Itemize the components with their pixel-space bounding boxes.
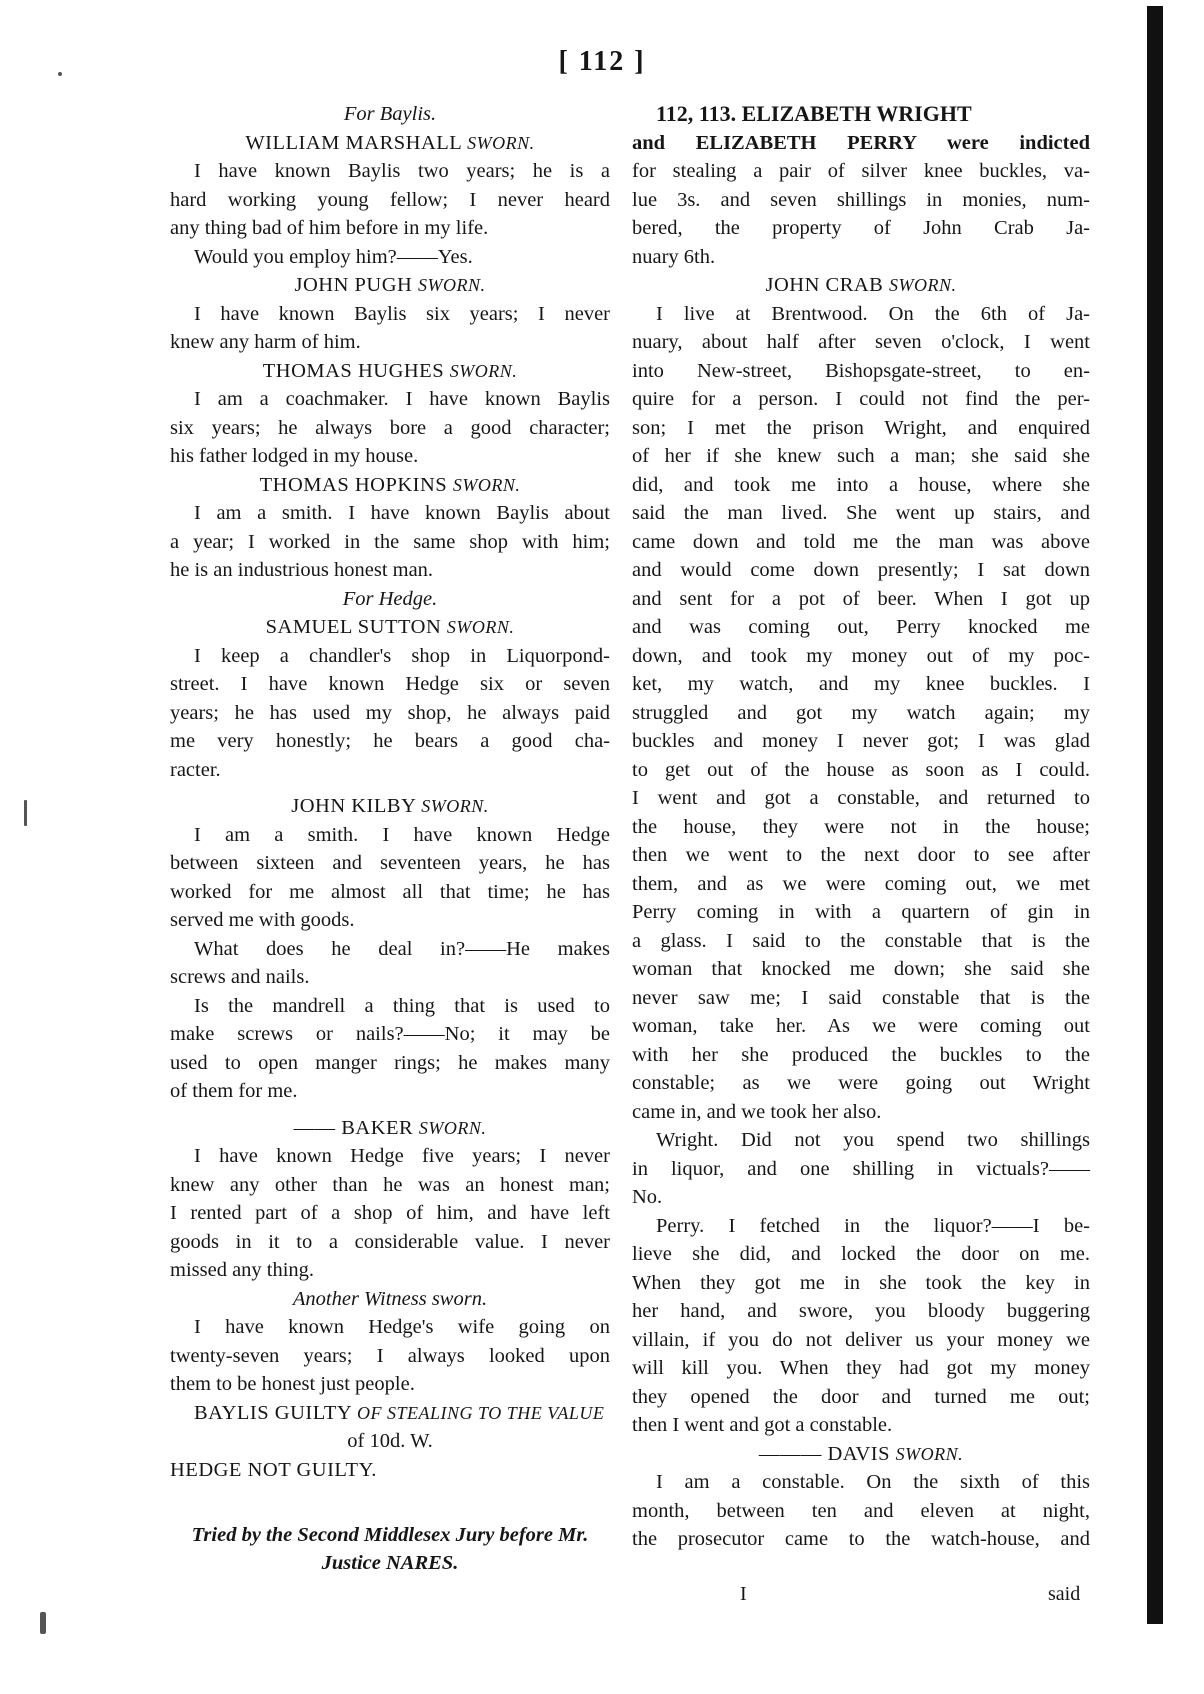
- line-text: used to open manger rings; he makes many: [170, 1051, 610, 1074]
- text-line: [632, 870, 1090, 899]
- text-line: [632, 214, 1090, 243]
- line-text: 112, 113. ELIZABETH WRIGHT: [656, 101, 972, 126]
- line-text: ——— DAVIS: [758, 1442, 890, 1465]
- text-line: [632, 670, 1090, 699]
- text-line: [632, 642, 1090, 671]
- text-line: [170, 1142, 610, 1171]
- text-line: [170, 129, 610, 158]
- line-text: never saw me; I said constable that is the: [632, 986, 1090, 1009]
- text-line: [632, 955, 1090, 984]
- line-text: his father lodged in my house.: [170, 445, 419, 467]
- text-line: [170, 214, 610, 243]
- line-text: For Hedge.: [342, 587, 438, 610]
- text-line: [632, 1326, 1090, 1355]
- text-line: [170, 1199, 610, 1228]
- line-text: came in, and we took her also.: [632, 1100, 882, 1123]
- line-text: JOHN PUGH: [294, 274, 413, 296]
- line-text: of them for me.: [170, 1080, 298, 1102]
- line-text: BAYLIS GUILTY: [194, 1401, 352, 1424]
- text-line: [632, 186, 1090, 215]
- text-line: [632, 699, 1090, 728]
- text-line: [170, 414, 610, 443]
- line-text: them, and as we were coming out, we met: [632, 872, 1090, 895]
- line-text: goods in it to a considerable value. I never: [170, 1230, 610, 1253]
- text-line: [632, 1212, 1090, 1241]
- line-text: a year; I worked in the same shop with him;: [170, 530, 610, 553]
- text-line: [632, 499, 1090, 528]
- text-line: [170, 1521, 610, 1550]
- text-line: [170, 1342, 610, 1371]
- line-text: I am a smith. I have known Hedge: [194, 823, 610, 846]
- text-line: [170, 1228, 610, 1257]
- text-line: [632, 1525, 1090, 1554]
- text-line: [632, 1354, 1090, 1383]
- text-line: [170, 727, 610, 756]
- line-text: When they got me in she took the key in: [632, 1271, 1090, 1294]
- page-edge-shadow: [1147, 6, 1163, 1624]
- scan-speck: [24, 800, 27, 826]
- text-line: [632, 328, 1090, 357]
- text-line: [170, 556, 610, 585]
- line-text: Would you employ him?——Yes.: [194, 245, 473, 268]
- text-line: [170, 906, 610, 935]
- line-text: Another Witness sworn.: [292, 1287, 488, 1310]
- line-text: did, and took me into a house, where she: [632, 473, 1090, 496]
- text-line: [632, 100, 1090, 129]
- text-line: [632, 129, 1090, 158]
- text-line: [170, 1020, 610, 1049]
- line-text: constable; as we were going out Wright: [632, 1072, 1090, 1094]
- text-line: [632, 442, 1090, 471]
- text-line: [632, 1383, 1090, 1412]
- line-text: then I went and got a constable.: [632, 1414, 893, 1436]
- line-suffix: OF STEALING TO THE VALUE: [357, 1402, 605, 1423]
- line-text: ket, my watch, and my knee buckles. I: [632, 673, 1090, 695]
- text-line: [632, 1468, 1090, 1497]
- line-text: I keep a chandler's shop in Liquorpond-: [194, 644, 610, 667]
- line-text: Wright. Did not you spend two shillings: [656, 1129, 1090, 1151]
- text-line: [170, 271, 610, 300]
- text-line: [632, 1269, 1090, 1298]
- text-line: [170, 1256, 610, 1285]
- signature-mark: I: [740, 1583, 747, 1605]
- line-text: he is an industrious honest man.: [170, 559, 434, 581]
- text-line: [632, 984, 1090, 1013]
- line-suffix: SWORN.: [895, 1443, 964, 1464]
- line-text: in liquor, and one shilling in victuals?——: [632, 1157, 1090, 1180]
- text-line: [632, 813, 1090, 842]
- line-text: knew any harm of him.: [170, 331, 361, 353]
- text-line: [632, 414, 1090, 443]
- line-text: I am a smith. I have known Baylis about: [194, 502, 610, 524]
- text-line: [170, 300, 610, 329]
- line-text: What does he deal in?——He makes: [194, 937, 610, 960]
- text-line: [170, 992, 610, 1021]
- text-line: [170, 821, 610, 850]
- line-text: screws and nails.: [170, 966, 310, 988]
- text-line: [170, 499, 610, 528]
- text-line: [632, 1012, 1090, 1041]
- line-text: the prosecutor came to the watch-house, and: [632, 1528, 1090, 1550]
- text-line: [170, 699, 610, 728]
- line-text: lue 3s. and seven shillings in monies, num-: [632, 188, 1090, 211]
- line-text: THOMAS HUGHES: [262, 359, 445, 382]
- text-line: [632, 1240, 1090, 1269]
- text-line: [170, 157, 610, 186]
- line-text: worked for me almost all that time; he has: [170, 880, 610, 903]
- line-text: I live at Brentwood. On the 6th of Ja-: [656, 302, 1090, 325]
- line-text: knew any other than he was an honest man;: [170, 1173, 610, 1196]
- line-text: missed any thing.: [170, 1259, 315, 1281]
- line-text: racter.: [170, 758, 221, 781]
- line-text: son; I met the prison Wright, and enquired: [632, 416, 1090, 439]
- line-text: JOHN KILBY: [291, 795, 416, 817]
- line-text: with her she produced the buckles to the: [632, 1043, 1090, 1066]
- line-text: any thing bad of him before in my life.: [170, 217, 489, 239]
- line-text: into New-street, Bishopsgate-street, to en-: [632, 359, 1090, 382]
- line-text: I have known Hedge five years; I never: [194, 1145, 610, 1167]
- text-line: [170, 963, 610, 992]
- line-text: nuary, about half after seven o'clock, I went: [632, 331, 1090, 353]
- line-text: woman that knocked me down; she said she: [632, 958, 1090, 980]
- line-text: six years; he always bore a good character;: [170, 416, 610, 439]
- text-line: [632, 727, 1090, 756]
- text-line: [170, 585, 610, 614]
- line-text: between sixteen and seventeen years, he has: [170, 852, 610, 874]
- text-line: [632, 157, 1090, 186]
- line-text: buckles and money I never got; I was glad: [632, 730, 1090, 752]
- text-line: [632, 385, 1090, 414]
- text-line: [170, 1114, 610, 1143]
- text-line: [170, 849, 610, 878]
- catchword: said: [1048, 1583, 1081, 1605]
- text-line: [170, 328, 610, 357]
- text-line: [170, 186, 610, 215]
- line-text: Justice NARES.: [321, 1552, 459, 1574]
- text-line: [170, 1549, 610, 1578]
- line-suffix: SWORN.: [421, 796, 489, 816]
- text-line: [632, 1098, 1090, 1127]
- text-line: [170, 528, 610, 557]
- left-column: [170, 100, 610, 1578]
- text-line: [170, 756, 610, 785]
- page-number: [ 112 ]: [558, 46, 646, 77]
- line-text: THOMAS HOPKINS: [259, 473, 448, 496]
- line-text: nuary 6th.: [632, 245, 716, 268]
- line-text: a glass. I said to the constable that is the: [632, 929, 1090, 952]
- scan-speck: [40, 1612, 46, 1634]
- line-text: Perry. I fetched in the liquor?——I be-: [656, 1214, 1090, 1237]
- text-line: [170, 243, 610, 272]
- line-text: Is the mandrell a thing that is used to: [194, 994, 610, 1017]
- line-suffix: SWORN.: [452, 474, 521, 495]
- line-text: Perry coming in with a quartern of gin in: [632, 901, 1090, 923]
- line-text: years; he has used my shop, he always paid: [170, 701, 610, 724]
- line-text: struggled and got my watch again; my: [632, 701, 1090, 724]
- right-column: [632, 100, 1090, 1554]
- line-text: I am a constable. On the sixth of this: [656, 1471, 1090, 1493]
- line-text: of her if she knew such a man; she said she: [632, 445, 1090, 467]
- line-text: I have known Baylis six years; I never: [194, 302, 610, 325]
- line-text: hard working young fellow; I never heard: [170, 188, 610, 211]
- text-line: [170, 878, 610, 907]
- line-text: of 10d. W.: [347, 1430, 433, 1452]
- text-line: [632, 528, 1090, 557]
- line-text: served me with goods.: [170, 909, 355, 931]
- text-line: [170, 100, 610, 129]
- line-text: I have known Baylis two years; he is a: [194, 160, 610, 182]
- text-line: [632, 927, 1090, 956]
- text-line: [170, 385, 610, 414]
- text-line: [170, 1492, 610, 1521]
- line-suffix: SWORN.: [467, 132, 535, 153]
- line-suffix: SWORN.: [888, 275, 957, 295]
- line-text: I have known Hedge's wife going on: [194, 1316, 610, 1338]
- text-line: [170, 792, 610, 821]
- text-line: [632, 1297, 1090, 1326]
- text-line: [632, 556, 1090, 585]
- line-text: they opened the door and turned me out;: [632, 1385, 1090, 1408]
- text-line: [170, 1049, 610, 1078]
- text-line: [170, 1285, 610, 1314]
- line-text: quire for a person. I could not find the per-: [632, 388, 1090, 410]
- text-line: [170, 471, 610, 500]
- line-text: month, between ten and eleven at night,: [632, 1499, 1090, 1522]
- line-suffix: SWORN.: [446, 617, 515, 637]
- line-text: and ELIZABETH PERRY were indicted: [632, 131, 1090, 154]
- text-line: [170, 613, 610, 642]
- line-suffix: SWORN.: [418, 1117, 487, 1138]
- text-line: [632, 841, 1090, 870]
- line-text: me very honestly; he bears a good cha-: [170, 730, 610, 752]
- text-line: [632, 1497, 1090, 1526]
- line-text: came down and told me the man was above: [632, 530, 1090, 553]
- line-text: down, and took my money out of my poc-: [632, 644, 1090, 667]
- text-line: [632, 1183, 1090, 1212]
- line-suffix: SWORN.: [449, 360, 518, 381]
- line-text: villain, if you do not deliver us your money we: [632, 1328, 1090, 1351]
- text-line: [632, 300, 1090, 329]
- text-line: [632, 471, 1090, 500]
- text-line: [632, 613, 1090, 642]
- text-line: [170, 357, 610, 386]
- text-line: [170, 670, 610, 699]
- text-line: [170, 442, 610, 471]
- line-text: said the man lived. She went up stairs, and: [632, 502, 1090, 524]
- line-text: bered, the property of John Crab Ja-: [632, 217, 1090, 239]
- line-text: HEDGE NOT GUILTY.: [170, 1458, 377, 1481]
- line-text: woman, take her. As we were coming out: [632, 1015, 1090, 1037]
- text-line: [170, 1399, 610, 1428]
- text-line: [632, 1069, 1090, 1098]
- text-line: [632, 1041, 1090, 1070]
- line-text: I rented part of a shop of him, and have left: [170, 1202, 610, 1224]
- text-line: [632, 357, 1090, 386]
- line-text: will kill you. When they had got my money: [632, 1357, 1090, 1379]
- line-text: I am a coachmaker. I have known Baylis: [194, 388, 610, 410]
- text-line: [170, 1313, 610, 1342]
- text-line: [170, 1456, 610, 1485]
- text-line: [170, 642, 610, 671]
- line-text: and would come down presently; I sat down: [632, 559, 1090, 581]
- text-line: [632, 243, 1090, 272]
- line-text: then we went to the next door to see after: [632, 844, 1090, 866]
- line-text: make screws or nails?——No; it may be: [170, 1023, 610, 1045]
- line-text: them to be honest just people.: [170, 1373, 415, 1395]
- text-line: [632, 898, 1090, 927]
- line-text: the house, they were not in the house;: [632, 815, 1090, 838]
- line-text: lieve she did, and locked the door on me.: [632, 1243, 1090, 1265]
- line-text: to get out of the house as soon as I could.: [632, 758, 1090, 781]
- line-suffix: SWORN.: [417, 275, 486, 295]
- text-line: [632, 271, 1090, 300]
- line-text: and was coming out, Perry knocked me: [632, 616, 1090, 638]
- line-text: SAMUEL SUTTON: [265, 616, 442, 638]
- text-line: [632, 1440, 1090, 1469]
- text-line: [170, 1077, 610, 1106]
- text-line: [632, 1411, 1090, 1440]
- text-line: [170, 1370, 610, 1399]
- line-text: WILLIAM MARSHALL: [245, 131, 462, 154]
- text-line: [632, 1155, 1090, 1184]
- line-text: twenty-seven years; I always looked upon: [170, 1344, 610, 1367]
- text-line: [170, 1171, 610, 1200]
- text-line: [632, 784, 1090, 813]
- line-text: I went and got a constable, and returned to: [632, 787, 1090, 809]
- line-text: her hand, and swore, you bloody buggering: [632, 1300, 1090, 1322]
- text-line: [170, 935, 610, 964]
- text-line: [632, 585, 1090, 614]
- line-text: JOHN CRAB: [765, 274, 884, 296]
- line-text: No.: [632, 1186, 663, 1208]
- text-line: [632, 1126, 1090, 1155]
- line-text: For Baylis.: [343, 103, 437, 125]
- line-text: Tried by the Second Middlesex Jury before Mr.: [191, 1523, 589, 1546]
- text-line: [170, 1427, 610, 1456]
- line-text: for stealing a pair of silver knee buckles, va-: [632, 160, 1090, 182]
- line-text: and sent for a pot of beer. When I got up: [632, 587, 1090, 610]
- text-line: [632, 756, 1090, 785]
- line-text: street. I have known Hedge six or seven: [170, 673, 610, 695]
- line-text: —— BAKER: [293, 1116, 414, 1139]
